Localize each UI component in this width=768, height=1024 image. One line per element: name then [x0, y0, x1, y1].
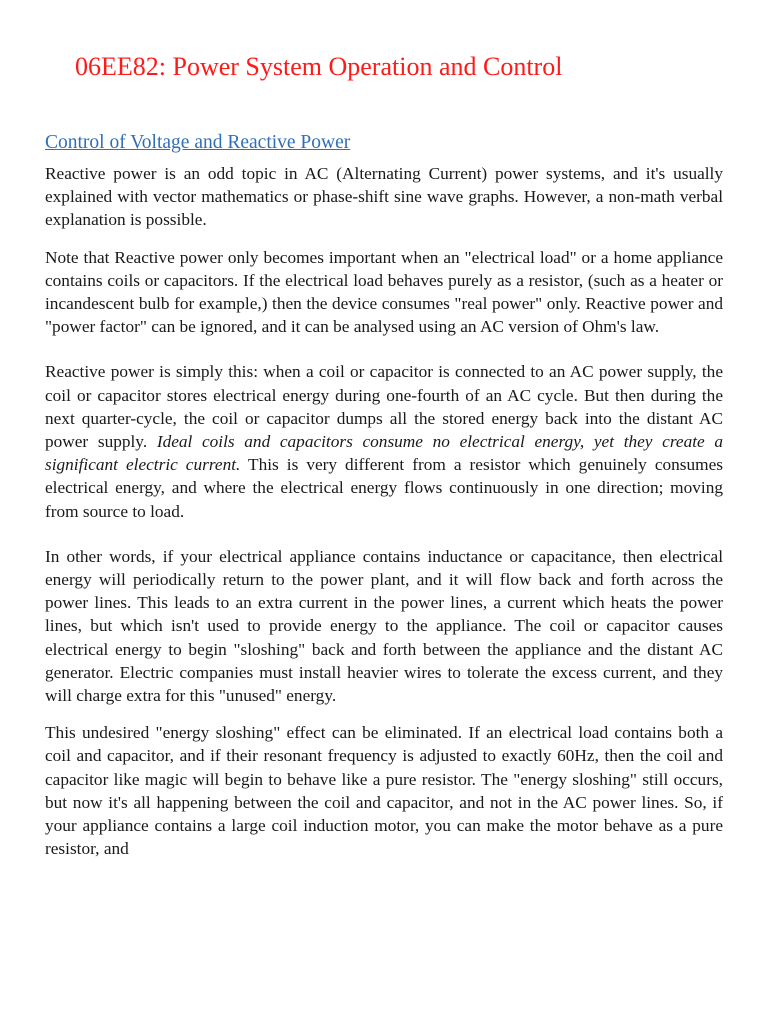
section-heading[interactable]: Control of Voltage and Reactive Power — [45, 132, 351, 153]
emphasis-text: Ideal coils and capacitors consume no electrical energy, yet they create a significant electric current. — [45, 432, 723, 475]
paragraph-reactive-definition — [45, 360, 723, 522]
paragraph-load-types: Note that Reactive power only becomes important when an "electrical load" or a home appliance contains coils or capacitors. If the electrical load behaves purely as a resistor, (such as a heater or incandescent bulb for example,) then the device consumes "real power" only. Reactive power and "power factor" can be ignored, and it can be analysed using an AC version of Ohm's law. — [45, 247, 723, 337]
document-title: 06EE82: Power System Operation and Control — [75, 52, 563, 81]
paragraph-intro: Reactive power is an odd topic in AC (Alternating Current) power systems, and it's usually explained with vector mathematics or phase-shift sine wave graphs. However, a non-math verbal explanation is possible. — [45, 164, 723, 230]
paragraph-text: Reactive power is simply this: when a coil or capacitor is connected to an AC power supply, the coil or capacitor stores electrical energy during one-fourth of an AC cycle. But then during the next quarter-cycle, the coil or capacitor dumps all the stored energy back into the distant AC power supply. — [45, 362, 723, 452]
paragraph-text: This is very different from a resistor which genuinely consumes electrical energy, and where the electrical energy flows continuously in one direction; moving from source to load. — [45, 455, 723, 521]
document-page — [45, 50, 723, 860]
paragraph-power-lines: In other words, if your electrical appliance contains inductance or capacitance, then electrical energy will periodically return to the power plant, and it will flow back and forth across the power lines. This leads to an extra current in the power lines, a current which heats the power lines, but which isn't used to provide energy to the appliance. The coil or capacitor causes electrical energy to begin "sloshing" back and forth between the appliance and the distant AC generator. Electric companies must install heavier wires to tolerate the excess current, and they will charge extra for this "unused" energy. — [45, 546, 723, 706]
paragraph-energy-sloshing: This undesired "energy sloshing" effect can be eliminated. If an electrical load contains both a coil and capacitor, and if their resonant frequency is adjusted to exactly 60Hz, then the coil and capacitor like magic will begin to behave like a pure resistor. The "energy sloshing" still occurs, but now it's all happening between the coil and capacitor, and not in the AC power lines. So, if your appliance contains a large coil induction motor, you can make the motor behave as a pure resistor, and — [45, 723, 723, 859]
